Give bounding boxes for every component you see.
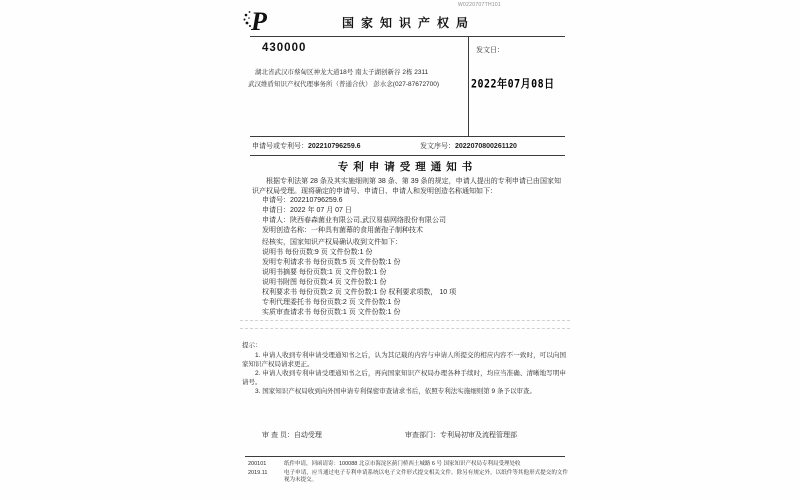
notes-section <box>242 341 566 396</box>
examiner-value: 自动受理 <box>293 432 322 439</box>
meta-rule-bottom <box>250 155 565 156</box>
application-fields <box>262 196 446 236</box>
received-item: 专利代理委托书 每份页数:2 页 文件份数:1 份 <box>262 299 401 306</box>
meta-rule-top <box>250 136 565 137</box>
header-rule <box>250 36 565 37</box>
issue-date-label: 发文日： <box>476 47 504 54</box>
patent-notice-page <box>240 0 570 500</box>
dispatch-number-value: 2022070800261120 <box>455 143 517 150</box>
recipient-postal-code: 430000 <box>262 42 307 54</box>
footer <box>248 461 568 486</box>
field-applicant: 申请人：陕西春森菌业有限公司,武汉易菇网络股份有限公司 <box>262 217 446 224</box>
note-item-1: 1. 申请人收到专利申请受理通知书之后，认为其记载的内容与申请人所提交的相应内容不一致时，可以向国家知识产权局请求更正。 <box>242 352 566 368</box>
field-invention-title: 发明创造名称：一种具有菌幕的食用菌孢子制种技术 <box>262 227 423 234</box>
agency-title: 国家知识产权局 <box>341 16 475 30</box>
field-application-no: 申请号：202210796259.6 <box>262 197 343 204</box>
perforation-line <box>240 328 570 329</box>
footer-row-paper <box>248 461 568 469</box>
recipient-address-line2: 武汉维盾知识产权代理事务所（普通合伙） 彭水念(027-87672700) <box>248 81 440 88</box>
form-code: 200101 <box>248 461 267 467</box>
application-number <box>252 141 361 151</box>
received-item: 说明书摘要 每份页数:1 页 文件份数:1 份 <box>262 269 387 276</box>
dispatch-number-label: 发文序号： <box>420 143 455 150</box>
issue-date-stamp: 2022年07月08日 <box>471 78 555 92</box>
perforation-line <box>240 320 570 321</box>
document-title: 专利申请受理通知书 <box>337 161 478 173</box>
examiner <box>262 430 322 440</box>
footer-electronic-instruction: 电子申请，应当通过电子专利申请系统以电子文件形式提交相关文件。除另有规定外，以纸件等其他形式提交的文件视为未提交。 <box>284 469 568 483</box>
svg-text:P: P <box>251 7 267 35</box>
application-number-value: 202210796259.6 <box>308 143 361 150</box>
intro-paragraph: 根据专利法第 28 条及其实施细则第 38 条、第 39 条的规定，申请人提出的专利申请已由国家知识产权局受理。现将确定的申请号、申请日、申请人和发明创造名称通知如下： <box>252 178 561 195</box>
department-value: 专利局初审及流程管理部 <box>440 432 517 439</box>
dispatch-number <box>420 141 517 151</box>
note-item-2: 2. 申请人收到专利申请受理通知书之后，再向国家知识产权局办理各种手续时，均应当准确、清晰地写明申请号。 <box>242 370 566 386</box>
field-application-date: 申请日：2022 年 07 月 07 日 <box>262 207 352 214</box>
department-label: 审查部门： <box>405 432 440 439</box>
scan-serial-number: W0220707TH101 <box>458 2 502 8</box>
notes-heading: 提示： <box>242 342 262 349</box>
received-heading: 经核实，国家知识产权局确认收到文件如下： <box>262 239 402 246</box>
received-documents-list <box>262 238 456 318</box>
examining-department <box>405 430 517 440</box>
received-item: 权利要求书 每份页数:2 页 文件份数:1 份 权利要求项数， 10 项 <box>262 289 457 296</box>
received-item: 说明书附图 每份页数:4 页 文件份数:1 份 <box>262 279 387 286</box>
footer-row-electronic <box>248 470 568 485</box>
issue-date-box-divider <box>468 37 469 136</box>
received-item: 实质审查请求书 每份页数:1 页 文件份数:1 份 <box>262 309 401 316</box>
examiner-label: 审 查 员： <box>262 432 294 439</box>
footer-paper-instruction: 纸件申请，回函请寄：100088 北京市海淀区蓟门桥西土城路 6 号 国家知识产权局专利局受理处收 <box>284 461 521 467</box>
form-revision: 2019.11 <box>248 469 268 476</box>
note-item-3: 3. 国家知识产权局收到向外国申请专利保密审查请求书后，依照专利法实施细则第 9 条予以审查。 <box>255 388 536 395</box>
received-item: 说明书 每份页数:9 页 文件份数:1 份 <box>262 249 373 256</box>
application-number-label: 申请号或专利号： <box>252 143 308 150</box>
received-item: 发明专利请求书 每份页数:5 页 文件份数:1 份 <box>262 259 401 266</box>
recipient-address-line1: 湖北省武汉市蔡甸区神龙大道18号 南太子湖创新谷 2栋 2311 <box>255 69 429 76</box>
footer-rule <box>245 456 565 457</box>
